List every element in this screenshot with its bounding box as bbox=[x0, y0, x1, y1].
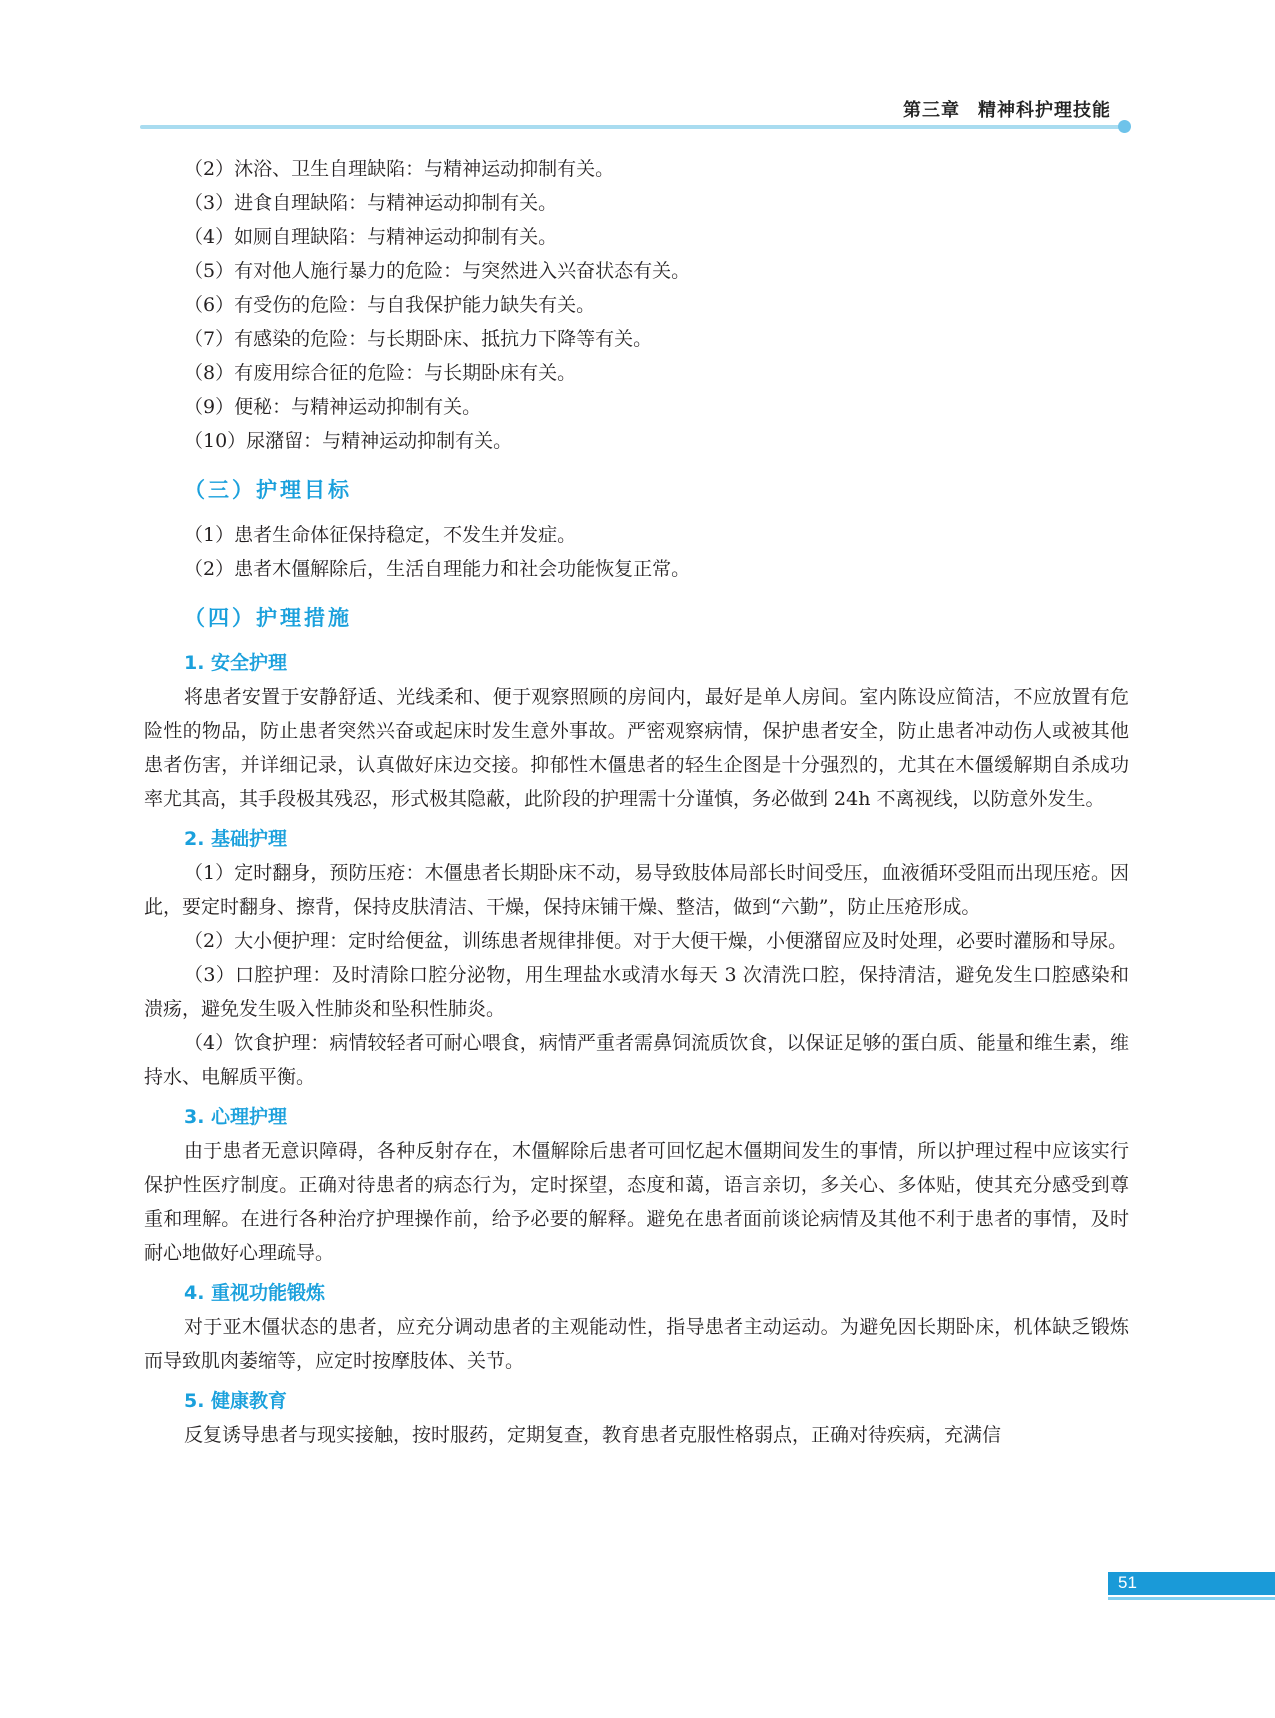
section-heading-nursing-goals: （三）护理目标 bbox=[184, 477, 352, 502]
paragraph: （2）大小便护理：定时给便盆，训练患者规律排便。对于大便干燥，小便潴留应及时处理，必要时灌肠和导尿。 bbox=[184, 930, 1128, 952]
paragraph: 反复诱导患者与现实接触，按时服药，定期复查，教育患者克服性格弱点，正确对待疾病，充满信 bbox=[184, 1424, 1002, 1446]
paragraph: （4）饮食护理：病情较轻者可耐心喂食，病情严重者需鼻饲流质饮食，以保证足够的蛋白质、能量和维生素，维持水、电解质平衡。 bbox=[144, 1032, 1129, 1088]
page-number-rule bbox=[1108, 1597, 1275, 1600]
running-header bbox=[903, 96, 1111, 122]
list-item: （2）患者木僵解除后，生活自理能力和社会功能恢复正常。 bbox=[184, 558, 691, 580]
paragraph: （3）口腔护理：及时清除口腔分泌物，用生理盐水或清水每天 3 次清洗口腔，保持清洁，避免发生口腔感染和溃疡，避免发生吸入性肺炎和坠积性肺炎。 bbox=[144, 964, 1129, 1020]
subheading-basic-care: 2. 基础护理 bbox=[184, 828, 288, 850]
subheading-safety-care: 1. 安全护理 bbox=[184, 652, 288, 674]
list-item: （4）如厕自理缺陷：与精神运动抑制有关。 bbox=[184, 226, 558, 248]
list-item: （9）便秘：与精神运动抑制有关。 bbox=[184, 396, 482, 418]
list-item: （6）有受伤的危险：与自我保护能力缺失有关。 bbox=[184, 294, 596, 316]
list-item: （7）有感染的危险：与长期卧床、抵抗力下降等有关。 bbox=[184, 328, 653, 350]
paragraph: 由于患者无意识障碍，各种反射存在，木僵解除后患者可回忆起木僵期间发生的事情，所以护理过程中应该实行保护性医疗制度。正确对待患者的病态行为，定时探望，态度和蔼，语言亲切，多关心、多体贴，使其充分感受到尊重和理解。在进行各种治疗护理操作前，给予必要的解释。避免在患者面前谈论病情及其他不利于患者的事情，及时耐心地做好心理疏导。 bbox=[144, 1140, 1129, 1264]
paragraph: 对于亚木僵状态的患者，应充分调动患者的主观能动性，指导患者主动运动。为避免因长期卧床，机体缺乏锻炼而导致肌肉萎缩等，应定时按摩肢体、关节。 bbox=[144, 1316, 1129, 1372]
header-rule-dot bbox=[1118, 120, 1131, 133]
subheading-functional-exercise: 4. 重视功能锻炼 bbox=[184, 1282, 326, 1304]
page-number: 51 bbox=[1118, 1573, 1137, 1592]
subheading-health-education: 5. 健康教育 bbox=[184, 1390, 288, 1412]
list-item: （2）沐浴、卫生自理缺陷：与精神运动抑制有关。 bbox=[184, 158, 615, 180]
list-item: （1）患者生命体征保持稳定，不发生并发症。 bbox=[184, 524, 577, 546]
list-item: （5）有对他人施行暴力的危险：与突然进入兴奋状态有关。 bbox=[184, 260, 691, 282]
section-heading-nursing-measures: （四）护理措施 bbox=[184, 605, 352, 630]
page-body bbox=[144, 152, 1129, 1452]
paragraph: （1）定时翻身，预防压疮：木僵患者长期卧床不动，易导致肢体局部长时间受压，血液循环受阻而出现压疮。因此，要定时翻身、擦背，保持皮肤清洁、干燥，保持床铺干燥、整洁，做到“六勤”，防止压疮形成。 bbox=[144, 862, 1129, 918]
subheading-psychological-care: 3. 心理护理 bbox=[184, 1106, 288, 1128]
paragraph: 将患者安置于安静舒适、光线柔和、便于观察照顾的房间内，最好是单人房间。室内陈设应简洁，不应放置有危险性的物品，防止患者突然兴奋或起床时发生意外事故。严密观察病情，保护患者安全，防止患者冲动伤人或被其他患者伤害，并详细记录，认真做好床边交接。抑郁性木僵患者的轻生企图是十分强烈的，尤其在木僵缓解期自杀成功率尤其高，其手段极其残忍，形式极其隐蔽，此阶段的护理需十分谨慎，务必做到 24h 不离视线，以防意外发生。 bbox=[144, 686, 1129, 810]
list-item: （8）有废用综合征的危险：与长期卧床有关。 bbox=[184, 362, 577, 384]
header-rule bbox=[140, 125, 1122, 129]
chapter-label: 第三章 bbox=[903, 100, 960, 121]
chapter-title: 精神科护理技能 bbox=[978, 100, 1111, 121]
list-item: （10）尿潴留：与精神运动抑制有关。 bbox=[184, 430, 513, 452]
list-item: （3）进食自理缺陷：与精神运动抑制有关。 bbox=[184, 192, 558, 214]
